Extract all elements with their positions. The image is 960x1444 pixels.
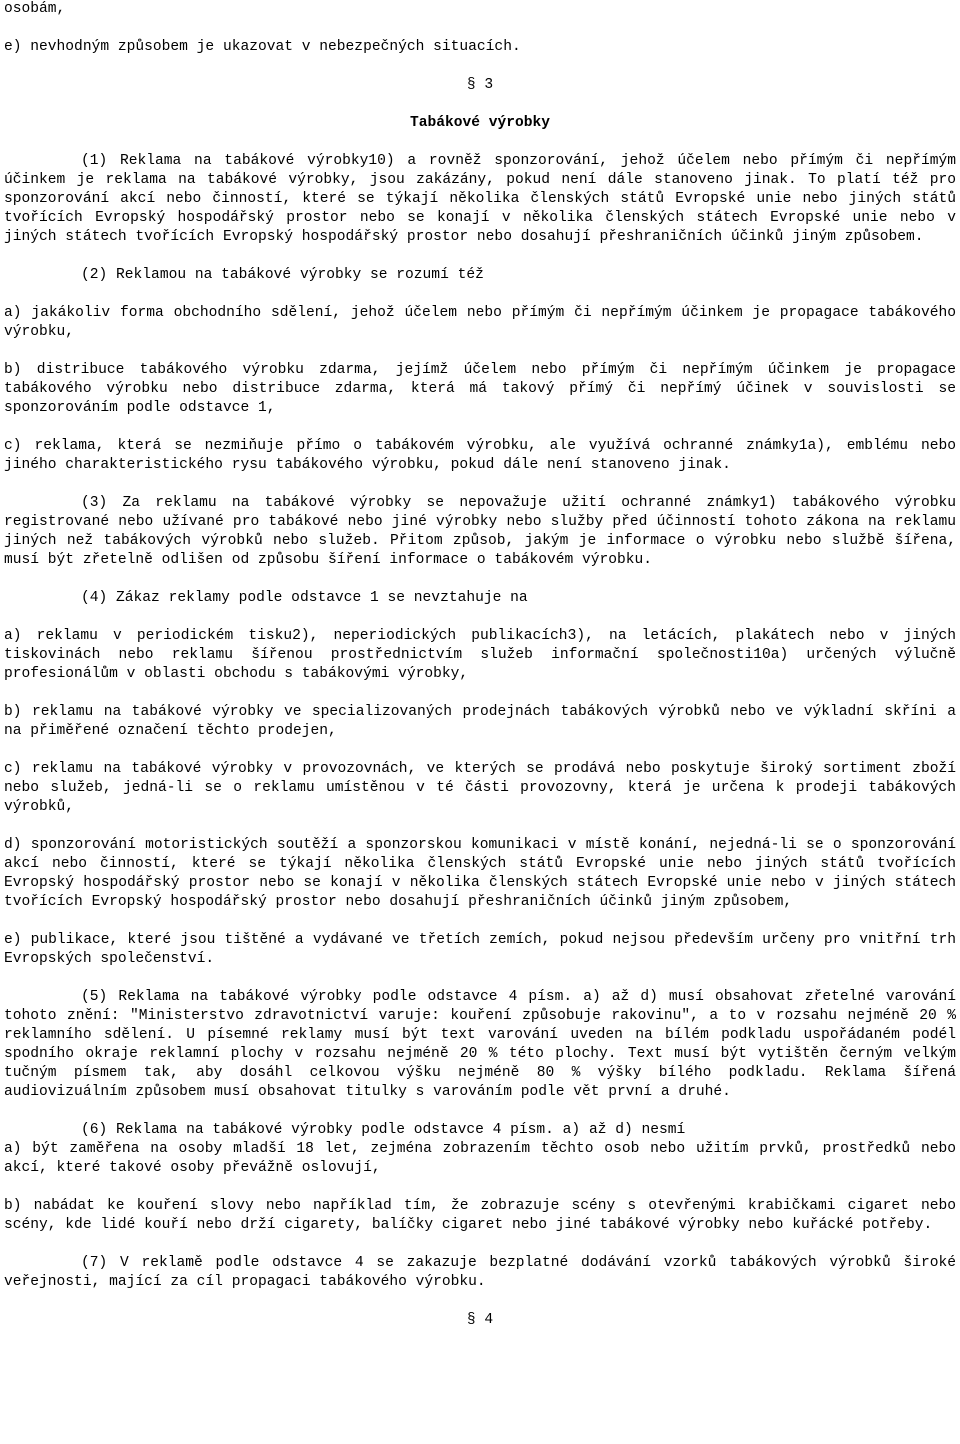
paragraph-4-item-e: e) publikace, které jsou tištěné a vydávané ve třetích zemích, pokud nejsou především určeny pro vnitřní trh Evropských společenství.	[4, 932, 956, 967]
paragraph-2: (2) Reklamou na tabákové výrobky se rozumí též	[81, 267, 484, 283]
paragraph-2-item-a: a) jakákoliv forma obchodního sdělení, jehož účelem nebo přímým či nepřímým účinkem je propagace tabákového výrobku,	[4, 305, 956, 340]
paragraph-5: (5) Reklama na tabákové výrobky podle odstavce 4 písm. a) až d) musí obsahovat zřetelné varování tohoto znění: "Ministerstvo zdravotnictví varuje: kouření způsobuje rakovinu", a to v rozsahu nejméně 20 % reklamního sdělení. U písemné reklamy musí být text varování uveden na bílém podkladu uspořádaném podél spodního okraje reklamní plochy v rozsahu nejméně 20 % této plochy. Text musí být vytištěn černým velkým tučným písmem tak, aby dosáhl celkovou výšku nejméně 80 % výšky bílého podkladu. Reklama šířená audiovizuálním způsobem musí obsahovat titulky s varováním podle vět první a druhé.	[4, 989, 956, 1100]
paragraph-4-item-c: c) reklamu na tabákové výrobky v provozovnách, ve kterých se prodává nebo poskytuje široký sortiment zboží nebo služeb, jedná-li se o reklamu umístěnou v té části provozovny, která je určena k prodeji tabákových výrobků,	[4, 761, 956, 815]
section-title: Tabákové výrobky	[409, 115, 551, 131]
next-section-number: § 4	[466, 1312, 494, 1328]
paragraph-2-item-b: b) distribuce tabákového výrobku zdarma, jejímž účelem nebo přímým či nepřímým účinkem je propagace tabákového výrobku nebo distribuce zdarma, která má takový přímý či nepřímý účinek v souvislosti se sponzorováním podle odstavce 1,	[4, 362, 956, 416]
paragraph-4: (4) Zákaz reklamy podle odstavce 1 se nevztahuje na	[81, 590, 528, 606]
text-fragment-top: osobám,	[4, 1, 66, 17]
paragraph-6-item-a: a) být zaměřena na osoby mladší 18 let, zejména zobrazením těchto osob nebo užitím prvků, prostředků nebo akcí, které takové osoby převážně oslovují,	[4, 1141, 956, 1176]
section-number: § 3	[466, 77, 494, 93]
paragraph-4-item-b: b) reklamu na tabákové výrobky ve specializovaných prodejnách tabákových výrobků nebo ve výkladní skříni a na přiměřené označení těchto prodejen,	[4, 704, 956, 739]
list-item-e-top: e) nevhodným způsobem je ukazovat v nebezpečných situacích.	[4, 39, 521, 55]
paragraph-7: (7) V reklamě podle odstavce 4 se zakazuje bezplatné dodávání vzorků tabákových výrobků široké veřejnosti, mající za cíl propagaci tabákového výrobku.	[4, 1255, 956, 1290]
paragraph-2-item-c: c) reklama, která se nezmiňuje přímo o tabákovém výrobku, ale využívá ochranné známky1a), emblému nebo jiného charakteristického rysu tabákového výrobku, pokud dále není stanoveno jinak.	[4, 438, 956, 473]
paragraph-3: (3) Za reklamu na tabákové výrobky se nepovažuje užití ochranné známky1) tabákového výrobku registrované nebo užívané pro tabákové nebo jiné výrobky nebo služby před účinností tohoto zákona na reklamu jiných než tabákových výrobků nebo služeb. Přitom způsob, jakým je informace o výrobku nebo službě šířena, musí být zřetelně odlišen od způsobu šíření informace o tabákovém výrobku.	[4, 495, 956, 568]
paragraph-6: (6) Reklama na tabákové výrobky podle odstavce 4 písm. a) až d) nesmí	[81, 1122, 686, 1138]
paragraph-4-item-a: a) reklamu v periodickém tisku2), neperiodických publikacích3), na letácích, plakátech nebo v jiných tiskovinách nebo reklamu šířenou prostřednictvím služeb informační společnosti10a) určených výlučně profesionálům v oblasti obchodu s tabákovými výrobky,	[4, 628, 956, 682]
paragraph-4-item-d: d) sponzorování motoristických soutěží a sponzorskou komunikaci v místě konání, nejedná-li se o sponzorování akcí nebo činností, které se týkají několika členských států Evropské unie nebo jiných států tvořících Evropský hospodářský prostor nebo se konají v několika členských státech Evropské unie nebo v jiných státech tvořících Evropský hospodářský prostor nebo dosahují přeshraničních účinků jiným způsobem,	[4, 837, 956, 910]
paragraph-1: (1) Reklama na tabákové výrobky10) a rovněž sponzorování, jehož účelem nebo přímým či nepřímým účinkem je reklama na tabákové výrobky, jsou zakázány, pokud není dále stanoveno jinak. To platí též pro sponzorování akcí nebo činností, které se týkají několika členských států Evropské unie nebo jiných států tvořících Evropský hospodářský prostor nebo se konají v několika členských státech Evropské unie nebo v jiných státech tvořících Evropský hospodářský prostor nebo dosahují přeshraničních účinků jiným způsobem.	[4, 153, 956, 245]
paragraph-6-item-b: b) nabádat ke kouření slovy nebo například tím, že zobrazuje scény s otevřenými krabičkami cigaret nebo scény, kde lidé kouří nebo drží cigarety, balíčky cigaret nebo jiné tabákové výrobky nebo kuřácké potřeby.	[4, 1198, 956, 1233]
